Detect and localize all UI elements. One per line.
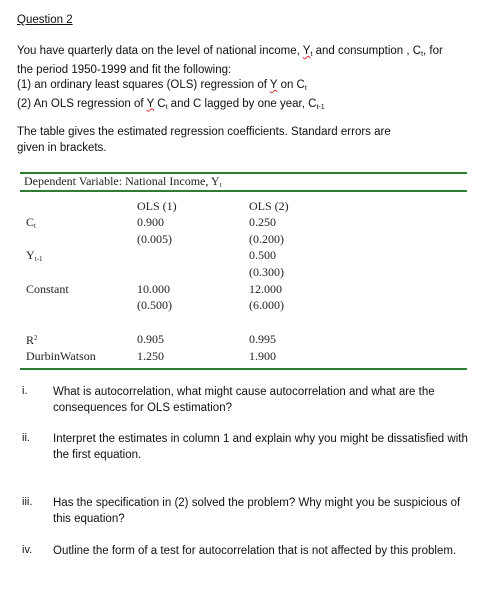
yt1-ols2-se: (0.300) — [249, 265, 284, 279]
question-number: iii. — [22, 496, 33, 508]
col-header-ols2: OLS (2) — [249, 199, 289, 213]
row-label-ct: $C_t$ — [26, 215, 36, 230]
dw-ols1: 1.250 — [137, 349, 164, 363]
question-text: What is autocorrelation, what might cause autocorrelation and what are the consequences for OLS estimation? — [53, 386, 435, 414]
ct-ols2: 0.250 — [249, 215, 276, 229]
row-label-durbin-watson: DurbinWatson — [26, 349, 96, 363]
row-label-yt1: $Y_{t-1}$ — [26, 248, 43, 263]
table-header-rule — [20, 190, 467, 192]
yt1-ols2: 0.500 — [249, 248, 276, 262]
question-number: i. — [22, 385, 28, 397]
question-title: Question 2 — [17, 14, 73, 26]
table-note: The table gives the estimated regression coefficients. Standard errors are given in brackets. — [17, 126, 391, 154]
question-text: Outline the form of a test for autocorrelation that is not affected by this problem. — [53, 545, 457, 557]
const-ols1-se: (0.500) — [137, 298, 172, 312]
y-symbol: $Y_t$ — [302, 45, 313, 58]
intro-line-1: You have quarterly data on the level of national income, $Y_t$ and consumption , $C_t$, for — [17, 45, 443, 58]
question-number: iv. — [22, 544, 33, 556]
ct-ols1: 0.900 — [137, 215, 164, 229]
table-bottom-rule — [20, 368, 467, 370]
dw-ols2: 1.900 — [249, 349, 276, 363]
intro-line-2: the period 1950-1999 and fit the following: — [17, 63, 232, 76]
question-text: Has the specification in (2) solved the problem? Why might you be suspicious of this equation? — [53, 497, 461, 525]
table-header: Dependent Variable: National Income, $Y_t$ — [24, 174, 222, 189]
intro-paragraph — [17, 44, 487, 115]
y-symbol: Y — [269, 79, 278, 91]
ct-ols2-se: (0.200) — [249, 232, 284, 246]
question-text: Interpret the estimates in column 1 and explain why you might be dissatisfied with the first equation. — [53, 433, 468, 461]
r2-ols2: 0.995 — [249, 332, 276, 346]
regression-table — [20, 172, 467, 370]
row-label-constant: Constant — [26, 282, 69, 296]
question-number: ii. — [22, 432, 30, 444]
const-ols1: 10.000 — [137, 282, 170, 296]
r2-ols1: 0.905 — [137, 332, 164, 346]
row-label-r2: $R^2$ — [26, 333, 38, 347]
ct-ols1-se: (0.005) — [137, 232, 172, 246]
const-ols2: 12.000 — [249, 282, 282, 296]
intro-line-4: (2) An OLS regression of Y $C_t$ and C lagged by one year, $C_{t-1}$ — [17, 97, 325, 111]
intro-line-3: (1) an ordinary least squares (OLS) regression of Y on $C_t$ — [17, 79, 307, 92]
const-ols2-se: (6.000) — [249, 298, 284, 312]
y-symbol: Y — [146, 97, 155, 110]
col-header-ols1: OLS (1) — [137, 199, 177, 213]
